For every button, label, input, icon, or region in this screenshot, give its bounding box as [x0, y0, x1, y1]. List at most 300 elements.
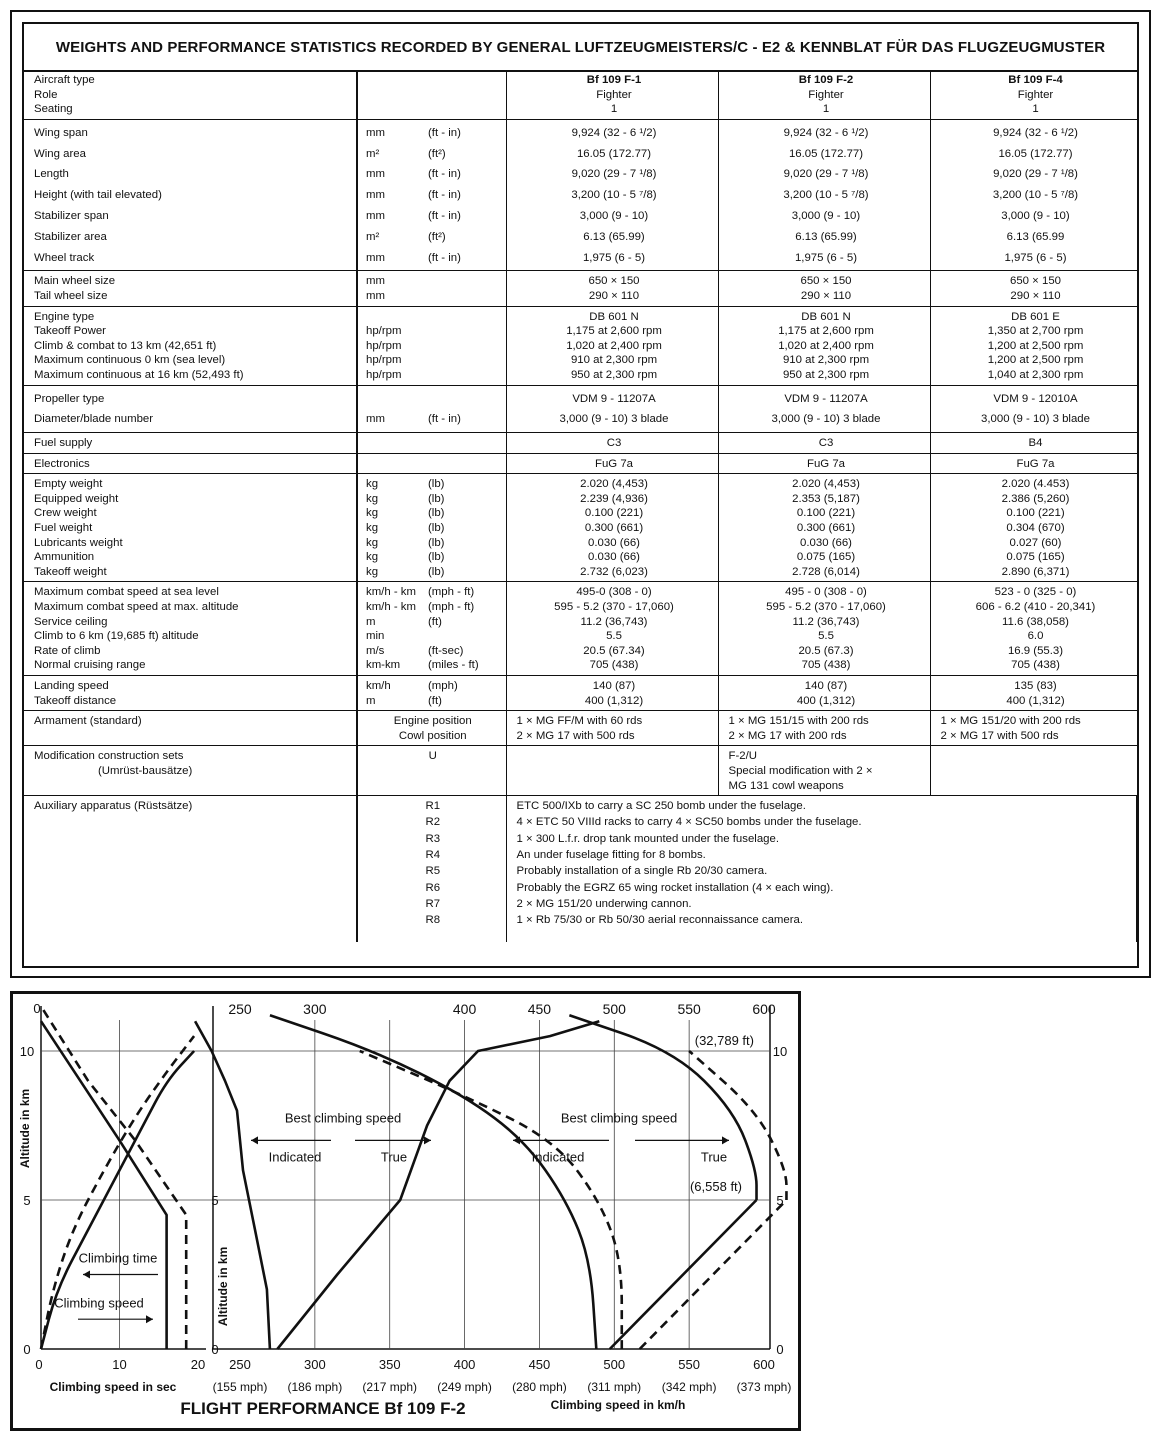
left-bottom-tick: 20: [190, 1357, 206, 1372]
row-value: 400 (1,312): [796, 694, 856, 707]
row-value: 1,175 at 2,600 rpm: [566, 325, 662, 338]
unit: km/h - km: [366, 586, 416, 599]
row-label: Length: [34, 168, 69, 181]
row-fuel: [24, 433, 1137, 454]
annotation-high: (32,789 ft): [694, 1033, 754, 1049]
row-value: FuG 7a: [1016, 457, 1055, 470]
unit: m: [366, 615, 376, 628]
unit: kg: [366, 551, 379, 564]
row-unit: hp/rpm: [366, 339, 402, 352]
row-value: 0.100 (221): [796, 507, 856, 520]
row-label: Takeoff Power: [34, 325, 106, 338]
aux-code: R7: [425, 897, 441, 910]
top-tick: 500: [602, 1001, 626, 1017]
unit-alt: (ft): [428, 694, 442, 707]
group-landing-cell-2: [506, 676, 718, 711]
row-value: 290 × 110: [800, 289, 852, 302]
row-value: 1,200 at 2,500 rpm: [987, 339, 1084, 352]
row-value: 705 (438): [1011, 659, 1060, 672]
group-engine-cell-2: [506, 306, 718, 385]
bottom-mph-tick: (249 mph): [437, 1380, 492, 1394]
row-value: 9,020 (29 - 7 ¹/8): [993, 168, 1078, 181]
unit-alt: (ft-sec): [428, 644, 464, 657]
unit-alt: (miles - ft): [428, 659, 479, 672]
inner-ylabel: Altitude in km: [216, 1246, 230, 1327]
unit-alt: (ft - in): [428, 189, 461, 202]
row-modification-cell-4: [930, 746, 1137, 796]
row-label: Empty weight: [34, 478, 103, 491]
unit-alt: (ft - in): [428, 413, 461, 426]
unit-alt: (lb): [428, 551, 445, 564]
left-alt-tick: 0: [23, 1342, 31, 1357]
spec-sheet: [22, 22, 1139, 968]
row-label: Equipped weight: [34, 492, 119, 505]
row-value: 0.030 (66): [800, 536, 852, 549]
unit: mm: [366, 126, 385, 139]
row-auxiliary-cell-1: [357, 796, 506, 942]
left-alt-tick: 5: [23, 1193, 31, 1208]
row-value: 2.020 (4,453): [792, 478, 860, 491]
row-value: 1,020 at 2,400 rpm: [778, 339, 874, 352]
row-value: 650 × 150: [800, 275, 852, 288]
unit: km/h: [366, 680, 391, 693]
row-value: 0.075 (165): [1006, 551, 1065, 564]
row-unit: [366, 615, 500, 630]
row-value: 1,975 (6 - 5): [1004, 251, 1067, 264]
bottom-mph-tick: (373 mph): [736, 1380, 792, 1394]
left-xlabel: Climbing speed in sec: [49, 1380, 177, 1394]
aux-code: R3: [425, 832, 441, 845]
row-value: 495 - 0 (308 - 0): [785, 586, 867, 599]
modification-value: Special modification with 2 ×: [728, 764, 873, 777]
group-weights-cell-2: [506, 474, 718, 582]
series-max-true-solid-low: [610, 1200, 757, 1349]
series-true: [277, 1021, 599, 1349]
group-engine-cell-4: [930, 306, 1137, 385]
group-propeller: [24, 385, 1137, 433]
unit-alt: (mph - ft): [428, 601, 475, 614]
row-aircraft-header: [24, 70, 1137, 119]
row-value: 6.13 (65.99): [795, 230, 857, 243]
row-label: Rate of climb: [34, 644, 101, 657]
row-label: Aircraft type: [34, 74, 95, 86]
row-unit: [366, 629, 500, 644]
group-engine-cell-3: [718, 306, 930, 385]
bottom-mph-tick: (311 mph): [587, 1380, 642, 1394]
right-alt-tick: 5: [776, 1193, 784, 1208]
row-value: 9,924 (32 - 6 ¹/2): [783, 126, 869, 139]
row-electronics-cell-4: [930, 453, 1137, 474]
aux-text: Probably the EGRZ 65 wing rocket installation (4 × each wing).: [516, 881, 834, 894]
unit-alt: (mph): [428, 680, 458, 693]
row-unit: [366, 409, 500, 430]
group-wheels-cell-2: [506, 271, 718, 306]
row-label: Ammunition: [34, 551, 95, 564]
row-unit: hp/rpm: [366, 368, 402, 381]
group-engine-cell-0: [24, 306, 357, 385]
aircraft-type: Bf 109 F-4: [1008, 74, 1063, 86]
row-value: 9,020 (29 - 7 ¹/8): [571, 168, 657, 181]
unit: mm: [366, 251, 385, 264]
row-value: 0.100 (221): [584, 507, 644, 520]
aux-text: 1 × Rb 75/30 or Rb 50/30 aerial reconnaissance camera.: [516, 914, 804, 927]
row-value: 11.2 (36,743): [580, 615, 648, 628]
row-value: 1,175 at 2,600 rpm: [778, 325, 874, 338]
group-dimensions: [24, 119, 1137, 271]
unit: kg: [366, 492, 379, 505]
row-modification-cell-3: [718, 746, 930, 796]
bottom-kmh-tick: 250: [229, 1357, 251, 1372]
row-value: 705 (438): [589, 659, 639, 672]
left-top-tick: 0: [33, 1001, 41, 1016]
row-aircraft-header-cell-3: [718, 70, 930, 119]
bottom-kmh-tick: 500: [603, 1357, 626, 1372]
row-value: 0.100 (221): [1006, 507, 1065, 520]
group-landing-cell-3: [718, 676, 930, 711]
aux-code: R6: [425, 881, 441, 894]
row-label: Maximum continuous at 16 km (52,493 ft): [34, 368, 244, 381]
armament-position: Cowl position: [398, 729, 467, 742]
row-value: 2.386 (5,260): [1001, 492, 1070, 505]
unit-alt: (ft - in): [428, 168, 461, 181]
row-value: 2.890 (6,371): [1001, 565, 1070, 578]
row-value: 950 at 2,300 rpm: [782, 368, 870, 381]
row-value: DB 601 N: [589, 310, 639, 323]
unit-alt: (ft²): [428, 230, 446, 243]
row-value: 3,200 (10 - 5 ⁷/8): [783, 189, 869, 202]
aircraft-seating: 1: [610, 103, 618, 116]
row-value: 400 (1,312): [1006, 694, 1065, 707]
row-value: 606 - 6.2 (410 - 20,341): [975, 601, 1096, 614]
unit: mm: [366, 189, 385, 202]
row-value: 6.13 (65.99): [583, 230, 645, 243]
group-dimensions-cell-4: [930, 119, 1137, 271]
row-value: 3,200 (10 - 5 ⁷/8): [992, 189, 1079, 202]
row-unit: mm: [366, 289, 385, 302]
chart-svg: [13, 994, 798, 1428]
row-electronics-cell-0: [24, 453, 357, 474]
aux-text: Probably installation of a single Rb 20/30 camera.: [516, 865, 768, 878]
arrow-climbing-speed-head: [146, 1315, 153, 1323]
group-wheels-cell-0: [24, 271, 357, 306]
aux-code: R5: [425, 865, 441, 878]
unit: m²: [366, 230, 380, 243]
row-label: Crew weight: [34, 507, 97, 520]
group-propeller-cell-4: [930, 385, 1137, 433]
inner-alt-tick: 0: [211, 1342, 219, 1357]
row-fuel-cell-4: [930, 433, 1137, 454]
row-unit: [366, 658, 500, 673]
row-value: 650 × 150: [588, 275, 640, 288]
group-weights-cell-4: [930, 474, 1137, 582]
unit: kg: [366, 507, 379, 520]
group-dimensions-cell-2: [506, 119, 718, 271]
unit-alt: (ft - in): [428, 126, 461, 139]
row-label: Armament (standard): [34, 715, 142, 728]
row-value: 910 at 2,300 rpm: [782, 354, 870, 367]
row-value: 11.2 (36,743): [792, 615, 860, 628]
aircraft-seating: 1: [822, 103, 830, 116]
top-tick: 300: [303, 1001, 327, 1017]
left-ylabel: Altitude in km: [18, 1088, 32, 1169]
true-left: True: [380, 1149, 408, 1165]
row-auxiliary-cell-2: [506, 796, 1137, 942]
group-performance-cell-2: [506, 582, 718, 676]
row-value: VDM 9 - 12010A: [993, 392, 1078, 405]
bottom-mph-tick: (217 mph): [362, 1380, 418, 1394]
row-value: VDM 9 - 11207A: [784, 392, 868, 405]
row-value: 140 (87): [804, 680, 848, 693]
row-label: Fuel weight: [34, 522, 93, 535]
row-value: 523 - 0 (325 - 0): [994, 586, 1077, 599]
annotation-mid: (6,558 ft): [689, 1179, 742, 1195]
modification-value: MG 131 cowl weapons: [728, 779, 844, 792]
row-value: DB 601 E: [1011, 310, 1060, 323]
unit-alt: (ft): [428, 615, 442, 628]
row-value: 16.05 (172.77): [998, 147, 1073, 160]
row-value: 2.728 (6,014): [792, 565, 860, 578]
group-landing-cell-1: [357, 676, 506, 711]
unit-alt: (lb): [428, 536, 445, 549]
row-armament-cell-4: [930, 711, 1137, 746]
row-unit: [366, 506, 500, 521]
row-value: 595 - 5.2 (370 - 17,060): [766, 601, 886, 614]
row-unit: hp/rpm: [366, 325, 402, 338]
unit: km/h - km: [366, 601, 416, 614]
group-engine: [24, 306, 1137, 385]
row-unit: mm: [366, 275, 385, 288]
right-alt-tick: 0: [776, 1342, 784, 1357]
row-label: Wing area: [34, 147, 86, 160]
row-modification-cell-2: [506, 746, 718, 796]
group-propeller-cell-3: [718, 385, 930, 433]
row-label: Modification construction sets: [34, 750, 184, 763]
unit-alt: (lb): [428, 492, 445, 505]
unit: min: [366, 630, 385, 643]
series-indicated: [195, 1021, 270, 1349]
best-climbing-right: Best climbing speed: [560, 1110, 678, 1126]
bottom-kmh-tick: 350: [378, 1357, 401, 1372]
row-fuel-cell-1: [357, 433, 506, 454]
row-label: Lubricants weight: [34, 536, 123, 549]
row-fuel-cell-3: [718, 433, 930, 454]
chart-title: FLIGHT PERFORMANCE Bf 109 F-2: [180, 1399, 466, 1418]
row-fuel-cell-0: [24, 433, 357, 454]
row-label: Fuel supply: [34, 437, 93, 450]
row-label: Climb to 6 km (19,685 ft) altitude: [34, 630, 199, 643]
row-label: Takeoff distance: [34, 694, 117, 707]
row-value: 2.353 (5,187): [792, 492, 860, 505]
group-performance-cell-3: [718, 582, 930, 676]
bottom-mph-tick: (280 mph): [512, 1380, 567, 1394]
top-tick: 600: [752, 1001, 776, 1017]
row-label: Wheel track: [34, 251, 95, 264]
row-electronics: [24, 453, 1137, 474]
row-value: 595 - 5.2 (370 - 17,060): [554, 601, 674, 614]
group-landing: [24, 676, 1137, 711]
row-electronics-cell-1: [357, 453, 506, 474]
best-climbing-left: Best climbing speed: [284, 1110, 402, 1126]
unit-alt: (ft - in): [428, 251, 461, 264]
row-label: Stabilizer span: [34, 209, 109, 222]
row-value: FuG 7a: [595, 457, 633, 470]
unit: km-km: [366, 659, 401, 672]
row-label: Tail wheel size: [34, 289, 108, 302]
row-label: Climb & combat to 13 km (42,651 ft): [34, 339, 217, 352]
top-tick: 450: [527, 1001, 552, 1017]
right-alt-tick: 10: [772, 1044, 788, 1059]
top-tick: 400: [452, 1001, 477, 1017]
row-value: 3,200 (10 - 5 ⁷/8): [571, 189, 657, 202]
row-unit: [366, 694, 500, 709]
row-unit: [366, 550, 500, 565]
row-value: 16.9 (55.3): [1007, 644, 1064, 657]
row-electronics-cell-3: [718, 453, 930, 474]
row-label: Landing speed: [34, 680, 109, 693]
row-unit: [366, 600, 500, 615]
group-propeller-cell-0: [24, 385, 357, 433]
unit-alt: (ft - in): [428, 209, 461, 222]
group-dimensions-cell-3: [718, 119, 930, 271]
bottom-kmh-tick: 450: [528, 1357, 551, 1372]
sheet-title: WEIGHTS AND PERFORMANCE STATISTICS RECORDED BY GENERAL LUFTZEUGMEISTERS/C - E2 & KENNBLAT FÜR DAS FLUGZEUGMUSTER: [24, 24, 1137, 72]
aircraft-type: Bf 109 F-1: [586, 74, 642, 86]
row-unit: [366, 521, 500, 536]
unit: mm: [366, 168, 385, 181]
bottom-mph-tick: (186 mph): [287, 1380, 343, 1394]
group-weights-cell-1: [357, 474, 506, 582]
armament-value: 1 × MG 151/15 with 200 rds: [728, 715, 869, 728]
climbing-time-label: Climbing time: [78, 1250, 158, 1266]
top-tick: 250: [228, 1001, 252, 1017]
row-value: 0.300 (661): [796, 522, 856, 535]
row-unit: [366, 644, 500, 659]
row-unit: [366, 389, 500, 410]
row-label: Diameter/blade number: [34, 413, 154, 426]
bottom-kmh-tick: 300: [304, 1357, 326, 1372]
left-bottom-tick: 0: [35, 1357, 43, 1372]
group-landing-cell-4: [930, 676, 1137, 711]
unit: m/s: [366, 644, 385, 657]
row-value: 1,040 at 2,300 rpm: [987, 368, 1084, 381]
row-value: 0.075 (165): [796, 551, 856, 564]
arrow-indicated-left-head: [251, 1136, 258, 1144]
group-wheels-cell-3: [718, 271, 930, 306]
row-auxiliary-cell-0: [24, 796, 357, 942]
row-unit: hp/rpm: [366, 354, 402, 367]
row-value: 495-0 (308 - 0): [576, 586, 652, 599]
row-value: 400 (1,312): [584, 694, 644, 707]
row-unit: [366, 536, 500, 551]
row-electronics-cell-2: [506, 453, 718, 474]
bottom-kmh-tick: 600: [753, 1357, 775, 1372]
row-modification-cell-0: [24, 746, 357, 796]
row-value: 910 at 2,300 rpm: [570, 354, 658, 367]
spec-table: [24, 70, 1137, 942]
indicated-right: Indicated: [531, 1149, 585, 1165]
row-value: 1,350 at 2,700 rpm: [987, 325, 1084, 338]
row-aircraft-header-cell-4: [930, 70, 1137, 119]
row-aircraft-header-cell-0: [24, 70, 357, 119]
row-label: Wing span: [34, 126, 88, 139]
left-bottom-tick: 10: [112, 1357, 127, 1372]
group-performance-cell-1: [357, 582, 506, 676]
unit-alt: (lb): [428, 507, 445, 520]
row-label: Auxiliary apparatus (Rüstsätze): [34, 800, 193, 813]
row-armament: [24, 711, 1137, 746]
row-value: 950 at 2,300 rpm: [570, 368, 658, 381]
row-value: 0.027 (60): [1009, 536, 1062, 549]
bottom-mph-tick: (342 mph): [661, 1380, 717, 1394]
row-value: 3,000 (9 - 10): [579, 209, 649, 222]
row-value: 2.020 (4,453): [580, 478, 648, 491]
row-label: Electronics: [34, 457, 90, 470]
row-modification: [24, 746, 1137, 796]
group-dimensions-cell-0: [24, 119, 357, 271]
row-value: 140 (87): [592, 680, 636, 693]
group-landing-cell-0: [24, 676, 357, 711]
row-unit: [366, 585, 500, 600]
row-value: DB 601 N: [801, 310, 851, 323]
row-value: 11.6 (38,058): [1002, 615, 1069, 628]
indicated-left: Indicated: [268, 1149, 322, 1165]
aux-code: R8: [425, 914, 441, 927]
row-aircraft-header-cell-1: [357, 70, 506, 119]
unit: m: [366, 694, 376, 707]
modification-value: F-2/U: [728, 750, 757, 763]
row-value: 16.05 (172.77): [576, 147, 652, 160]
row-armament-cell-1: [357, 711, 506, 746]
group-performance: [24, 582, 1137, 676]
row-value: 2.239 (4,936): [580, 492, 648, 505]
row-unit: [366, 144, 500, 165]
aux-text: ETC 500/IXb to carry a SC 250 bomb under the fuselage.: [516, 800, 806, 813]
row-value: 2.732 (6,023): [580, 565, 648, 578]
aircraft-role: Fighter: [596, 88, 632, 101]
top-tick: 550: [677, 1001, 701, 1017]
aux-text: 1 × 300 L.f.r. drop tank mounted under the fuselage.: [516, 832, 779, 845]
row-value: C3: [606, 437, 622, 450]
aux-code: R4: [425, 849, 441, 862]
group-performance-cell-4: [930, 582, 1137, 676]
aux-text: 2 × MG 151/20 underwing cannon.: [516, 897, 692, 910]
row-unit: [366, 206, 500, 227]
bottom-kmh-tick: 550: [678, 1357, 700, 1372]
row-value: 135 (83): [1014, 680, 1057, 693]
row-label: Normal cruising range: [34, 659, 146, 672]
unit-alt: (lb): [428, 522, 445, 535]
modification-code: U: [428, 750, 437, 763]
aircraft-type: Bf 109 F-2: [798, 74, 854, 86]
row-value: 3,000 (9 - 10) 3 blade: [771, 413, 881, 426]
true-right: True: [700, 1149, 728, 1165]
aircraft-role: Fighter: [808, 88, 844, 101]
row-value: 3,000 (9 - 10) 3 blade: [559, 413, 669, 426]
row-unit: [366, 185, 500, 206]
row-auxiliary: [24, 796, 1137, 942]
row-value: 1,200 at 2,500 rpm: [987, 354, 1084, 367]
row-label: Seating: [34, 103, 73, 116]
row-value: 0.304 (670): [1006, 522, 1065, 535]
row-value: 5.5: [606, 630, 622, 643]
group-propeller-cell-1: [357, 385, 506, 433]
row-aircraft-header-cell-2: [506, 70, 718, 119]
group-wheels-cell-4: [930, 271, 1137, 306]
group-wheels: [24, 271, 1137, 306]
row-unit: [366, 310, 500, 325]
row-value: 16.05 (172.77): [788, 147, 864, 160]
row-value: 0.300 (661): [584, 522, 644, 535]
